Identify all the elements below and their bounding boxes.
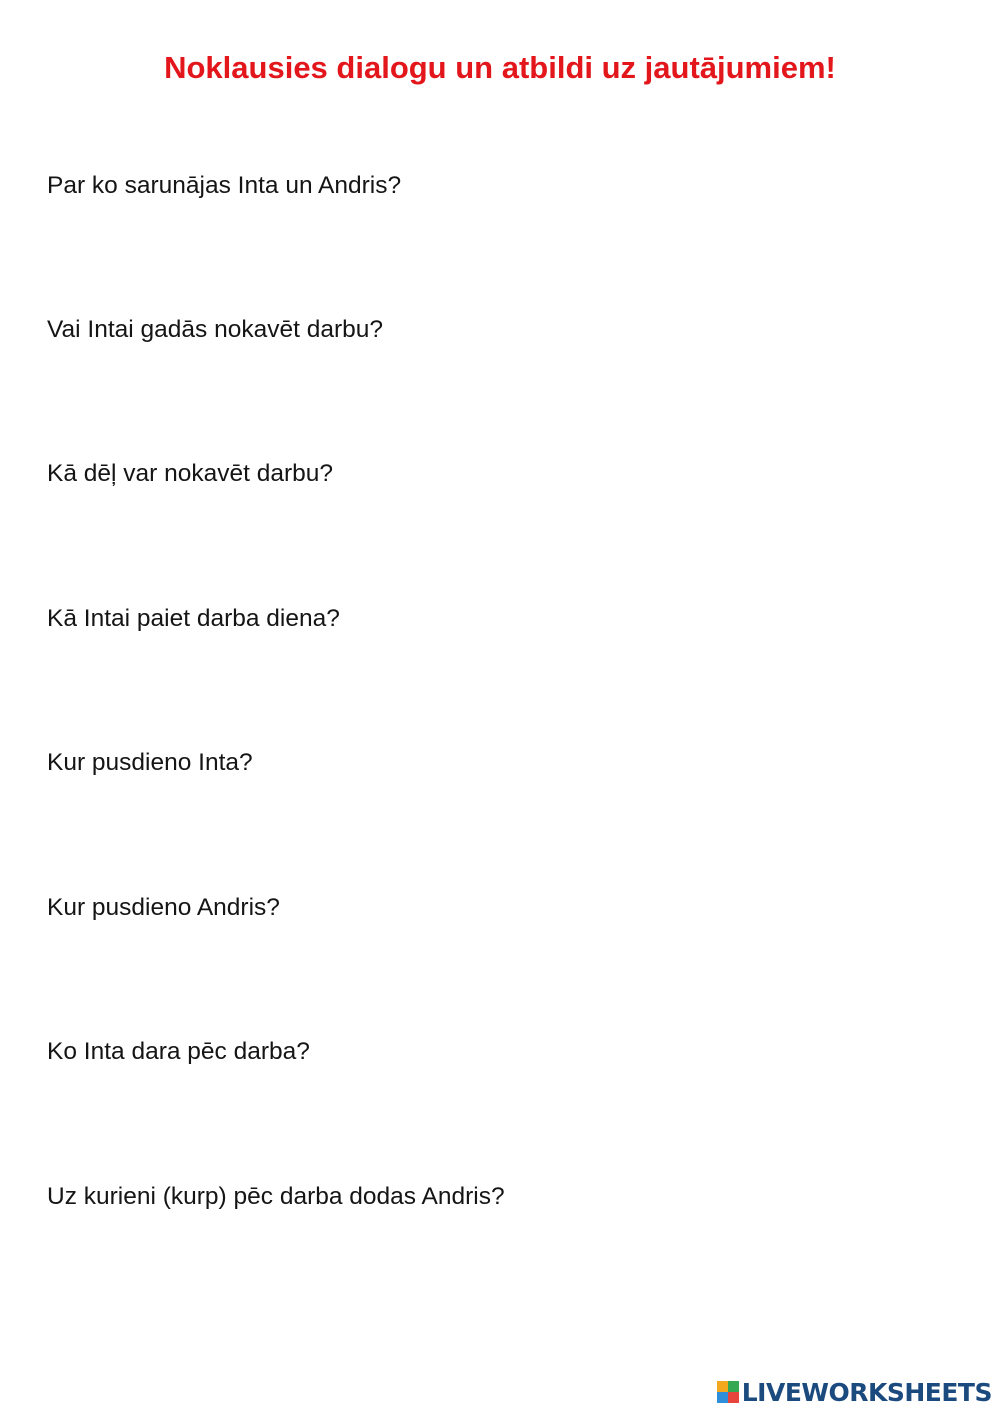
- question-6: Kur pusdieno Andris?: [47, 894, 280, 921]
- question-7: Ko Inta dara pēc darba?: [47, 1038, 310, 1065]
- worksheet-title: Noklausies dialogu un atbildi uz jautājumiem!: [164, 50, 836, 85]
- logo-text: LIVEWORKSHEETS: [741, 1377, 992, 1407]
- liveworksheets-logo: [717, 1377, 992, 1407]
- question-8: Uz kurieni (kurp) pēc darba dodas Andris?: [47, 1183, 505, 1210]
- liveworksheets-logo-icon: [717, 1381, 739, 1403]
- question-3: Kā dēļ var nokavēt darbu?: [47, 460, 334, 487]
- question-4: Kā Intai paiet darba diena?: [47, 605, 340, 632]
- question-2: Vai Intai gadās nokavēt darbu?: [47, 316, 383, 343]
- question-1: Par ko sarunājas Inta un Andris?: [47, 172, 402, 199]
- question-5: Kur pusdieno Inta?: [47, 749, 253, 776]
